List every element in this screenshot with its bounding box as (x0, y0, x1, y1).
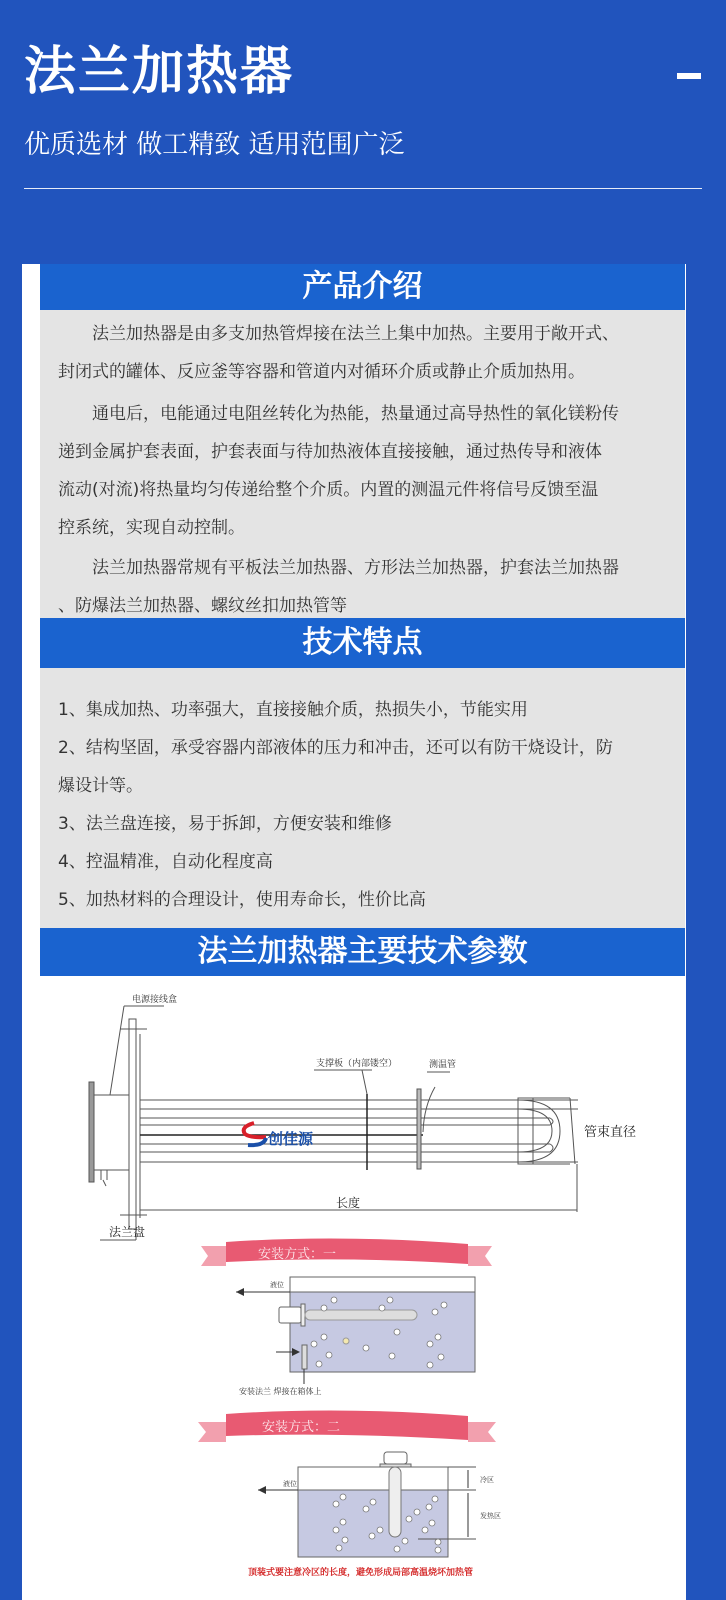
feature-item: 爆设计等。 (58, 776, 143, 796)
label-length: 长度 (336, 1196, 361, 1210)
intro-line: 法兰加热器是由多支加热管焊接在法兰上集中加热。主要用于敞开式、 (92, 324, 619, 344)
svg-text:发热区: 发热区 (480, 1512, 501, 1520)
install1-caption: 安装法兰 焊接在箱体上 (239, 1387, 322, 1396)
intro-heading-text: 产品介绍 (302, 269, 423, 304)
feature-item: 5、加热材料的合理设计，使用寿命长，性价比高 (58, 890, 426, 910)
intro-line: 递到金属护套表面，护套表面与待加热液体直接接触，通过热传导和液体 (58, 442, 602, 462)
feature-item: 3、法兰盘连接，易于拆卸，方便安装和维修 (58, 814, 392, 834)
label-support-plate: 支撑板（内部镂空） (316, 1059, 398, 1069)
intro-line: 通电后，电能通过电阻丝转化为热能，热量通过高导热性的氧化镁粉传 (92, 404, 619, 424)
intro-body (40, 310, 685, 618)
label-temp-tube: 测温管 (429, 1060, 457, 1070)
feature-item: 1、集成加热、功率强大，直接接触介质，热损失小，节能实用 (58, 700, 528, 720)
intro-line: 控系统，实现自动控制。 (58, 518, 245, 538)
svg-text:冷区: 冷区 (480, 1476, 494, 1484)
svg-text:安装方式：一: 安装方式：一 (258, 1247, 337, 1262)
heater-diagram-svg (40, 982, 685, 1600)
feature-item: 2、结构坚固，承受容器内部液体的压力和冲击，还可以有防干烧设计，防 (58, 738, 613, 758)
intro-line: 流动(对流)将热量均匀传递给整个介质。内置的测温元件将信号反馈至温 (58, 480, 599, 500)
logo-text: 创佳源 (268, 1130, 314, 1148)
svg-text:安装方式：二: 安装方式：二 (262, 1420, 341, 1435)
install2-warning: 顶装式要注意冷区的长度，避免形成局部高温烧坏加热管 (248, 1568, 474, 1578)
tank-install-1 (236, 1277, 475, 1396)
tank-install-2 (248, 1452, 501, 1578)
label-bundle-diameter: 管束直径 (584, 1125, 637, 1140)
section-heading-params (40, 928, 685, 976)
features-heading-text: 技术特点 (302, 625, 423, 660)
ribbon-install-1 (201, 1238, 492, 1266)
ribbon-install-2 (198, 1410, 496, 1442)
intro-line: 法兰加热器常规有平板法兰加热器、方形法兰加热器，护套法兰加热器 (92, 558, 619, 578)
svg-text:液位: 液位 (283, 1480, 297, 1488)
features-body (40, 668, 685, 928)
svg-text:液位: 液位 (270, 1281, 284, 1289)
feature-item: 4、控温精准，自动化程度高 (58, 852, 273, 872)
content-card (22, 264, 686, 1600)
intro-line: 、防爆法兰加热器、螺纹丝扣加热管等 (58, 596, 347, 616)
intro-line: 封闭式的罐体、反应釜等容器和管道内对循环介质或静止介质加热用。 (58, 362, 585, 382)
section-heading-features (40, 618, 685, 668)
label-power-box: 电源接线盒 (132, 995, 178, 1005)
technical-diagram (40, 982, 685, 1600)
page-header (0, 0, 726, 260)
page-subtitle: 优质选材 做工精致 适用范围广泛 (24, 130, 405, 160)
minus-icon[interactable] (677, 73, 701, 79)
page-title: 法兰加热器 (24, 42, 295, 102)
params-heading-text: 法兰加热器主要技术参数 (197, 934, 528, 969)
header-divider (24, 188, 702, 189)
section-heading-intro (40, 264, 685, 310)
label-flange-plate: 法兰盘 (109, 1225, 146, 1239)
